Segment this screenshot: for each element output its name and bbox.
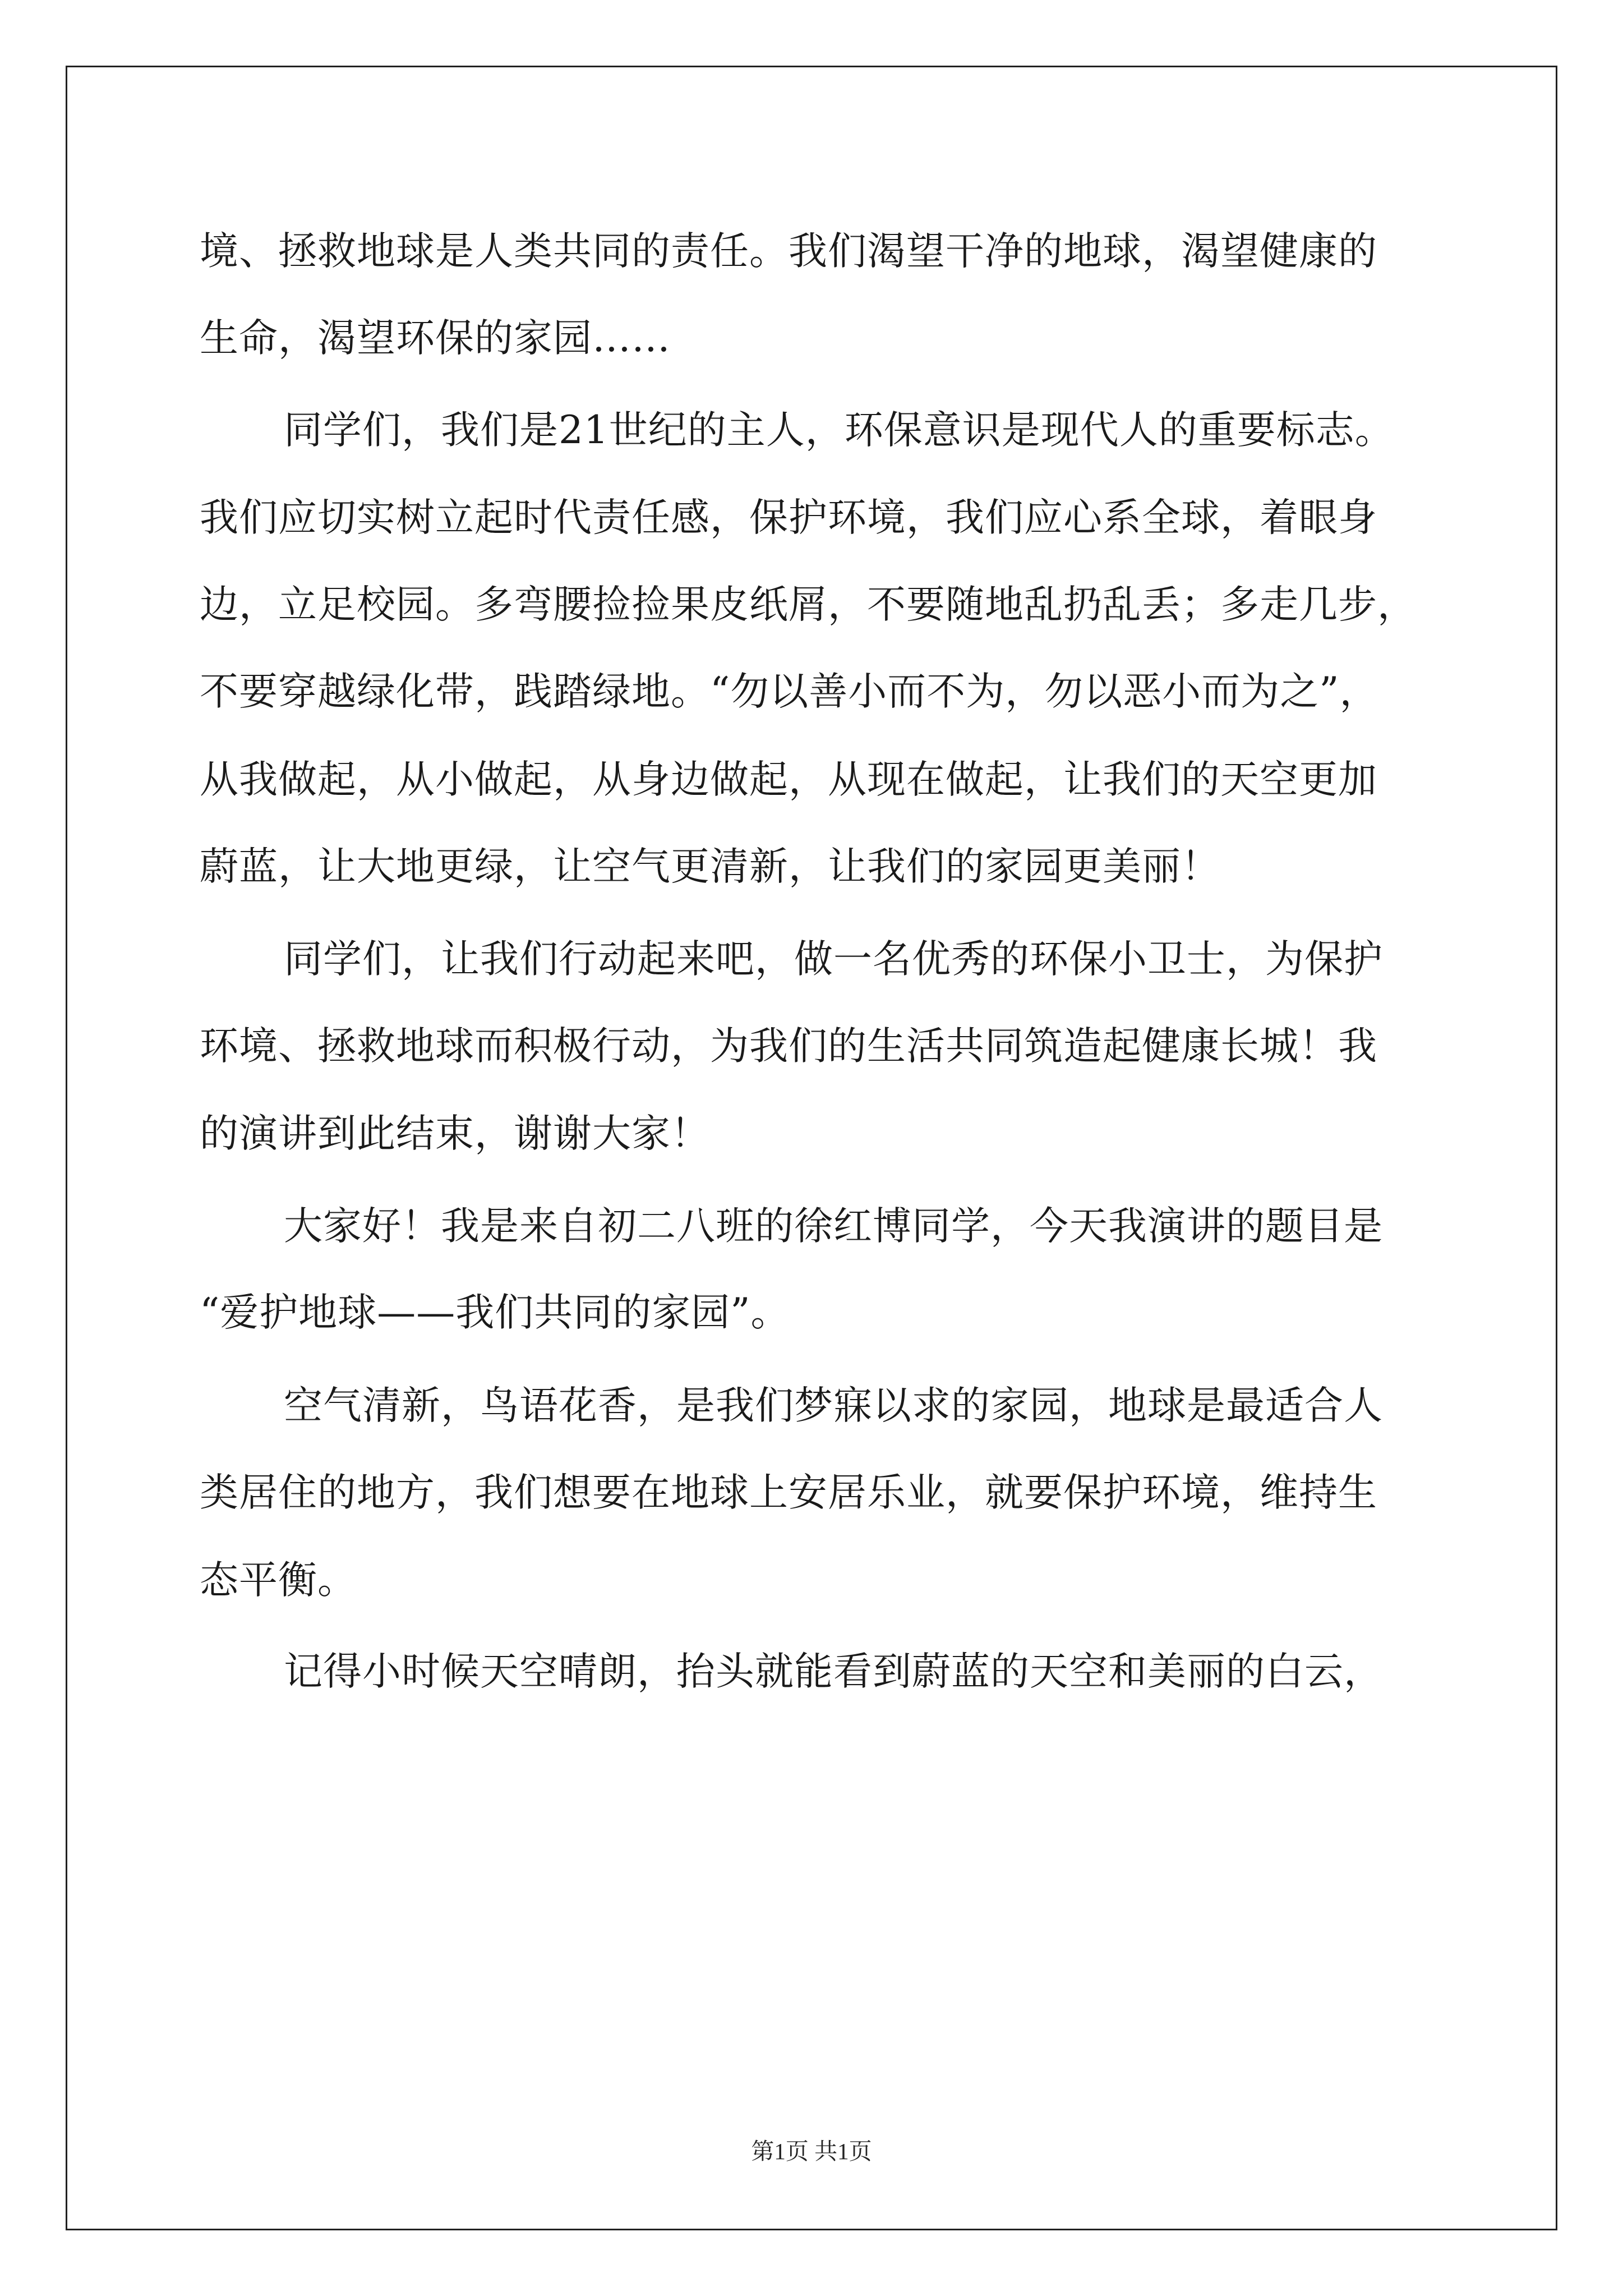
text-line: 从我做起，从小做起，从身边做起，从现在做起，让我们的天空更加 <box>200 757 1377 802</box>
text-line: 我们应切实树立起时代责任感，保护环境，我们应心系全球，着眼身 <box>200 495 1377 540</box>
text-line: 同学们，让我们行动起来吧，做一名优秀的环保小卫士，为保护 <box>284 937 1383 982</box>
text-line: 环境、拯救地球而积极行动，为我们的生活共同筑造起健康长城！我 <box>200 1024 1377 1069</box>
text-line: 记得小时候天空晴朗，抬头就能看到蔚蓝的天空和美丽的白云， <box>284 1649 1383 1694</box>
text-line: 态平衡。 <box>200 1558 357 1603</box>
text-line: 不要穿越绿化带，践踏绿地。“勿以善小而不为，勿以恶小而为之”， <box>200 669 1379 714</box>
text-line: “爱护地球——我们共同的家园”。 <box>200 1290 790 1335</box>
text-line: 的演讲到此结束，谢谢大家！ <box>200 1111 710 1156</box>
text-line: 边，立足校园。多弯腰捡捡果皮纸屑，不要随地乱扔乱丢；多走几步， <box>200 582 1417 627</box>
text-line: 蔚蓝，让大地更绿，让空气更清新，让我们的家园更美丽！ <box>200 844 1220 889</box>
text-line: 空气清新，鸟语花香，是我们梦寐以求的家园，地球是最适合人 <box>284 1383 1383 1428</box>
text-line: 境、拯救地球是人类共同的责任。我们渴望干净的地球，渴望健康的 <box>200 229 1377 274</box>
text-line: 同学们，我们是21世纪的主人，环保意识是现代人的重要标志。 <box>284 408 1394 453</box>
text-line: 大家好！我是来自初二八班的徐红博同学，今天我演讲的题目是 <box>284 1204 1383 1249</box>
text-line: 类居住的地方，我们想要在地球上安居乐业，就要保护环境，维持生 <box>200 1470 1377 1515</box>
text-line: 生命，渴望环保的家园…… <box>200 316 671 361</box>
page-footer: 第1页 共1页 <box>751 2138 872 2164</box>
